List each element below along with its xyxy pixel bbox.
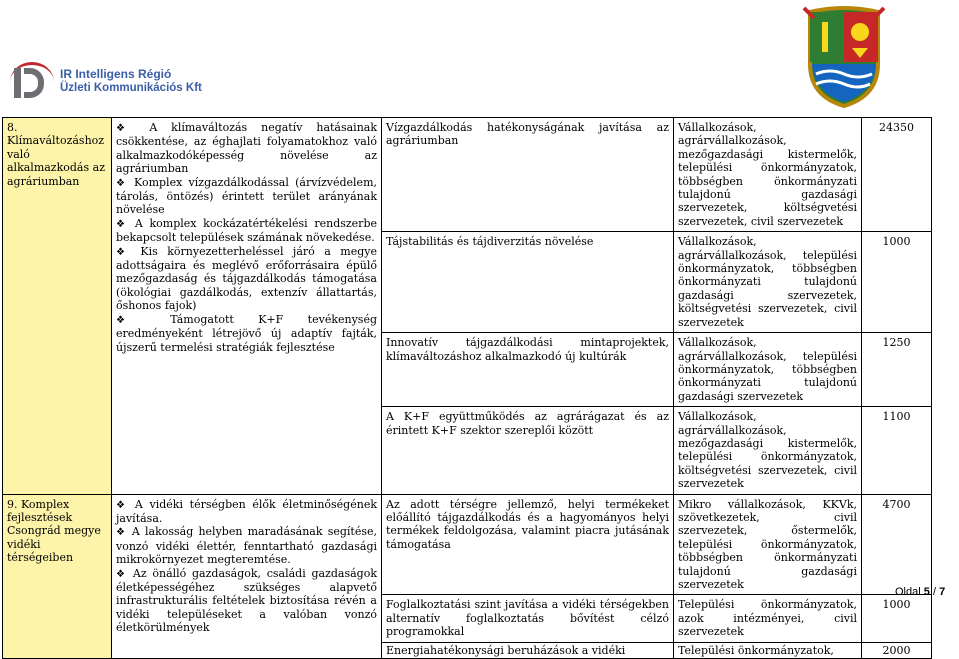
topic-cell: 8. Klímaváltozáshoz való alkalmazkodás az agráriumban — [3, 118, 112, 495]
aim-item: ❖ Az önálló gazdaságok, családi gazdaságok életképességéhez szükséges alapvető infrastrukturális feltételek biztosítása révén a vidéki településeket a valóban vonzó életkörülmények — [116, 567, 377, 635]
amount-cell: 1100 — [862, 407, 932, 494]
amount-cell: 1000 — [862, 595, 932, 642]
aim-item: ❖ Támogatott K+F tevékenység eredményeként létrejövő új adaptív fajták, újszerű termelési stratégiák fejlesztése — [116, 313, 377, 354]
logo-line1: IR Intelligens Régió — [60, 67, 172, 81]
page-label: Oldal — [895, 586, 921, 598]
aim-item: ❖ A lakosság helyben maradásának segítése, vonzó vidéki élettér, fenntartható gazdasági mikrokörnyezet megteremtése. — [116, 525, 377, 566]
aims-cell — [112, 118, 382, 495]
county-coat-of-arms-icon — [800, 4, 888, 108]
development-table — [2, 117, 932, 659]
measure-cell: Vízgazdálkodás hatékonyságának javítása az agráriumban — [382, 118, 674, 232]
aim-item: ❖ A komplex kockázatértékelési rendszerbe bekapcsolt települések számának növekedése. — [116, 217, 377, 245]
beneficiary-cell: Mikro vállalkozások, KKVk, szövetkezetek, civil szervezetek, őstermelők, települési önkormányzatok, többségben önkormányzati tulajdonú gazdasági szervezetek — [674, 494, 862, 595]
ir-logo-mark-icon — [10, 62, 54, 102]
page-number: 5 — [923, 586, 930, 598]
amount-cell: 1250 — [862, 333, 932, 407]
amount-cell: 4700 — [862, 494, 932, 595]
beneficiary-cell: Vállalkozások, agrárvállalkozások, települési önkormányzatok, többségben önkormányzati tulajdonú gazdasági szervezetek, költségvetési szervezetek, civil szervezetek — [674, 232, 862, 333]
amount-cell: 1000 — [862, 232, 932, 333]
aim-item: ❖ Komplex vízgazdálkodással (árvízvédelem, tárolás, öntözés) érintett terület arányának növelése — [116, 176, 377, 217]
page-separator: / — [932, 586, 936, 598]
topic-cell: 9. Komplex fejlesztések Csongrád megye vidéki térségeiben — [3, 494, 112, 658]
measure-cell: A K+F együttműködés az agrárágazat és az érintett K+F szektor szereplői között — [382, 407, 674, 494]
measure-cell: Tájstabilitás és tájdiverzitás növelése — [382, 232, 674, 333]
amount-cell: 2000 — [862, 642, 932, 658]
measure-cell: Innovatív tájgazdálkodási mintaprojektek, klímaváltozáshoz alkalmazkodó új kultúrák — [382, 333, 674, 407]
beneficiary-cell: Vállalkozások, agrárvállalkozások, mezőgazdasági kistermelők, települési önkormányzatok, többségben önkormányzati tulajdonú gazdasági szervezetek, költségvetési szervezetek, civil szervezetek — [674, 118, 862, 232]
measure-cell: Energiahatékonysági beruházások a vidéki — [382, 642, 674, 658]
amount-cell: 24350 — [862, 118, 932, 232]
aim-item: ❖ A klímaváltozás negatív hatásainak csökkentése, az éghajlati folyamatokhoz való alkalmazkodóképesség növelése az agráriumban — [116, 121, 377, 176]
aim-item: ❖ A vidéki térségben élők életminőségének javítása. — [116, 498, 377, 526]
page-total: 7 — [939, 586, 946, 598]
beneficiary-cell: Települési önkormányzatok, azok intézményei, civil szervezetek — [674, 595, 862, 642]
beneficiary-cell: Vállalkozások, agrárvállalkozások, települési önkormányzatok, többségben önkormányzati tulajdonú gazdasági szervezetek — [674, 333, 862, 407]
table-row — [3, 494, 932, 595]
aim-item: ❖ Kis környezetterheléssel járó a megye adottságaira és meglévő erőforrásaira épülő mezőgazdaság és tájgazdálkodás támogatása (ökológiai gazdálkodás, extenzív állattartás, őshonos fajok) — [116, 245, 377, 313]
aims-cell — [112, 494, 382, 658]
logo-line2: Üzleti Kommunikációs Kft — [60, 82, 202, 94]
page-footer — [895, 586, 945, 598]
measure-cell: Foglalkoztatási szint javítása a vidéki térségekben alternatív foglalkoztatás bővítést célzó programokkal — [382, 595, 674, 642]
beneficiary-cell: Vállalkozások, agrárvállalkozások, mezőgazdasági kistermelők, települési önkormányzatok, költségvetési szervezetek, civil szervezetek — [674, 407, 862, 494]
table-row — [3, 118, 932, 232]
beneficiary-cell: Települési önkormányzatok, — [674, 642, 862, 658]
company-logo — [10, 58, 215, 104]
measure-cell: Az adott térségre jellemző, helyi termékeket előállító tájgazdálkodás és a hagyományos helyi termékek feldolgozása, valamint piacra jutásának támogatása — [382, 494, 674, 595]
